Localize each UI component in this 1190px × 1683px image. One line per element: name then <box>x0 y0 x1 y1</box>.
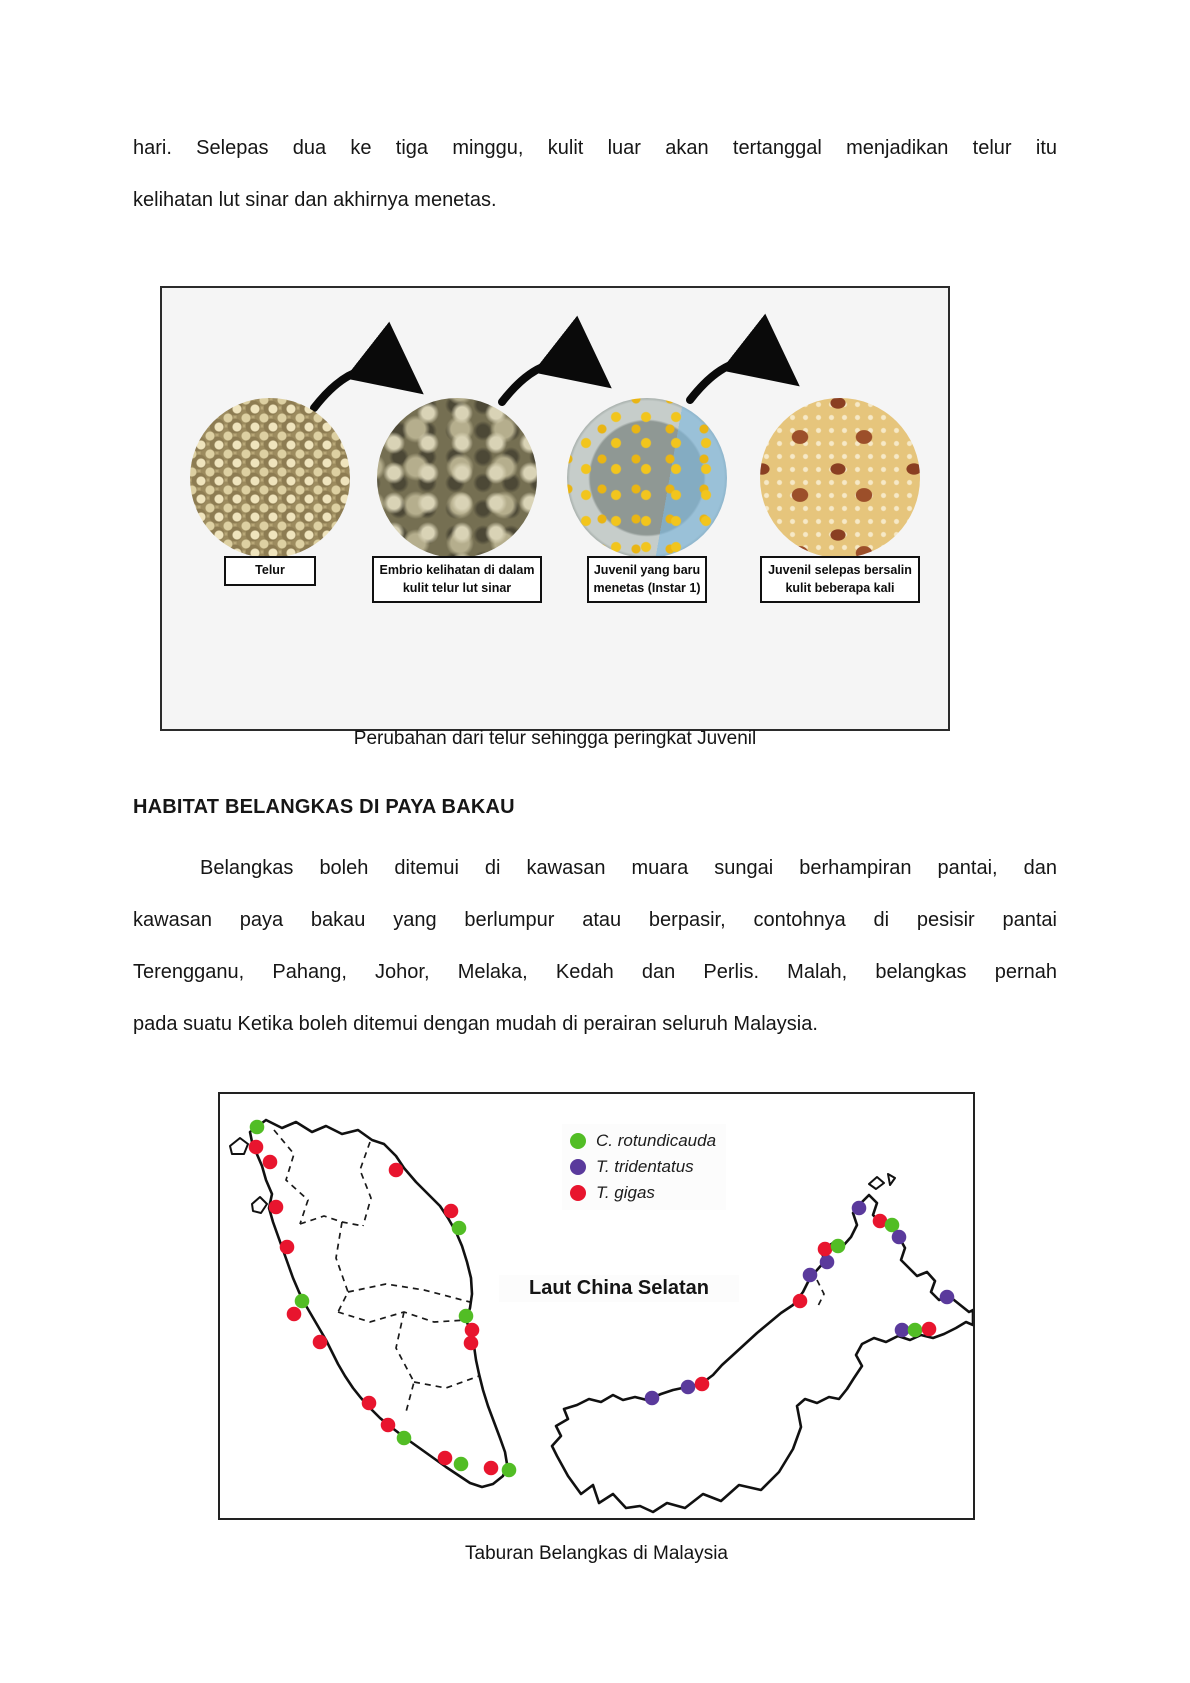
map-dot <box>444 1204 459 1219</box>
map-dot <box>454 1457 469 1472</box>
paragraph-line: Belangkas boleh ditemui di kawasan muara sungai berhampiran pantai, dan <box>200 857 1057 879</box>
map-dot <box>818 1242 833 1257</box>
map-dot <box>803 1268 818 1283</box>
map-dot <box>381 1418 396 1433</box>
arrow-1-icon <box>314 369 408 408</box>
map-dot <box>269 1200 284 1215</box>
paragraph-line: hari. Selepas dua ke tiga minggu, kulit luar akan tertanggal menjadikan telur itu <box>133 137 1057 159</box>
map-dot <box>464 1336 479 1351</box>
legend-species-label: C. rotundicauda <box>596 1131 717 1150</box>
paragraph-line: Terengganu, Pahang, Johor, Melaka, Kedah dan Perlis. Malah, belangkas pernah <box>133 961 1057 983</box>
legend-dot-icon <box>570 1159 586 1175</box>
stage-photo-eggs <box>190 398 350 558</box>
arrow-3-icon <box>690 361 784 400</box>
paragraph-line: kawasan paya bakau yang berlumpur atau berpasir, contohnya di pesisir pantai <box>133 909 1057 931</box>
map-dot <box>892 1230 907 1245</box>
sea-label: Laut China Selatan <box>499 1275 739 1302</box>
legend-row <box>570 1154 716 1180</box>
map-dot <box>452 1221 467 1236</box>
map-dot <box>645 1391 660 1406</box>
peninsular-malaysia-outline <box>250 1120 507 1487</box>
stage-photo-juvenile <box>760 398 920 558</box>
arrow-2-icon <box>502 363 596 402</box>
stage-photo-petri <box>567 398 727 558</box>
intro-paragraph <box>133 122 1057 226</box>
legend-species-label: T. tridentatus <box>596 1157 694 1176</box>
paragraph-line: kelihatan lut sinar dan akhirnya menetas. <box>133 189 497 211</box>
map-dot <box>263 1155 278 1170</box>
map-dot <box>852 1201 867 1216</box>
legend-dot-icon <box>570 1185 586 1201</box>
borneo-outline <box>552 1195 973 1512</box>
paragraph-line: pada suatu Ketika boleh ditemui dengan mudah di perairan seluruh Malaysia. <box>133 1013 818 1035</box>
map-dot <box>793 1294 808 1309</box>
stage-label: Telur <box>224 556 316 586</box>
map-dot <box>502 1463 517 1478</box>
map-dot <box>250 1120 265 1135</box>
map-dot <box>820 1255 835 1270</box>
map-dot <box>249 1140 264 1155</box>
map-caption: Taburan Belangkas di Malaysia <box>465 1543 728 1564</box>
map-dot <box>313 1335 328 1350</box>
map-legend <box>562 1124 726 1210</box>
map-dot <box>681 1380 696 1395</box>
island-langkawi-outline <box>230 1138 248 1154</box>
map-dot <box>695 1377 710 1392</box>
map-dot <box>438 1451 453 1466</box>
legend-dot-icon <box>570 1133 586 1149</box>
map-dot <box>362 1396 377 1411</box>
map-dot <box>287 1307 302 1322</box>
sabah-islands-outline <box>869 1174 895 1189</box>
map-dot <box>397 1431 412 1446</box>
legend-row <box>570 1128 716 1154</box>
island-penang-outline <box>252 1197 267 1213</box>
figure1-caption: Perubahan dari telur sehingga peringkat Juvenil <box>353 728 757 749</box>
habitat-paragraph <box>133 842 1057 1050</box>
legend-species-label: T. gigas <box>596 1183 655 1202</box>
map-dot <box>389 1163 404 1178</box>
map-dot <box>922 1322 937 1337</box>
map-dot <box>459 1309 474 1324</box>
section-heading: HABITAT BELANGKAS DI PAYA BAKAU <box>133 796 515 818</box>
map-dot <box>940 1290 955 1305</box>
stage-label: Embrio kelihatan di dalam kulit telur lut sinar <box>372 556 542 603</box>
life-stages-figure <box>160 286 950 731</box>
map-dot <box>908 1323 923 1338</box>
map-dot <box>465 1323 480 1338</box>
legend-row <box>570 1180 716 1206</box>
map-dot <box>895 1323 910 1338</box>
map-dot <box>831 1239 846 1254</box>
stage-label: Juvenil selepas bersalin kulit beberapa kali <box>760 556 920 603</box>
map-dot <box>484 1461 499 1476</box>
stage-photo-embryo <box>377 398 537 558</box>
stage-label: Juvenil yang baru menetas (Instar 1) <box>587 556 707 603</box>
map-dot <box>280 1240 295 1255</box>
distribution-map <box>218 1092 975 1520</box>
map-dot <box>295 1294 310 1309</box>
